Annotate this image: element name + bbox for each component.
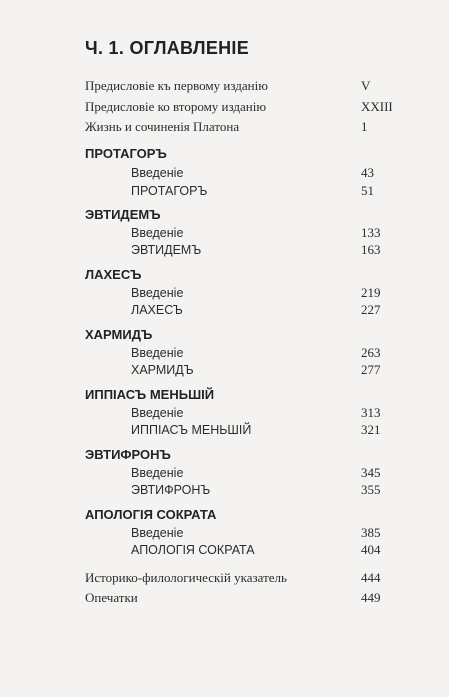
- toc-entry-label: ЭВТИДЕМЪ: [131, 243, 202, 257]
- toc-subentry: [0, 182, 449, 200]
- toc-subentry: [0, 361, 449, 379]
- toc-entry: [0, 98, 449, 116]
- toc-entry: [0, 77, 449, 95]
- page-title: Ч. 1. ОГЛАВЛЕНІЕ: [85, 38, 250, 58]
- toc-entry-label: Жизнь и сочиненія Платона: [85, 119, 240, 134]
- toc-entry-page: 345: [361, 465, 381, 480]
- section-heading: АПОЛОГІЯ СОКРАТА: [85, 507, 217, 522]
- toc-entry-label: Введеніе: [131, 286, 184, 300]
- toc-subentry: [0, 404, 449, 422]
- toc-entry-label: Введеніе: [131, 166, 184, 180]
- toc-subentry: [0, 421, 449, 439]
- toc-entry-label: Введеніе: [131, 346, 184, 360]
- toc-entry-label: Предисловіе ко второму изданію: [85, 99, 267, 114]
- toc-entry-label: ХАРМИДЪ: [131, 363, 194, 377]
- toc-entry-page: 133: [361, 225, 381, 240]
- toc-entry-label: ЛАХЕСЪ: [131, 303, 183, 317]
- toc-entry-page: XXIII: [361, 99, 393, 114]
- toc-entry-page: 355: [361, 482, 381, 497]
- toc-entry-page: 263: [361, 345, 381, 360]
- toc-entry-label: ИППІАСЪ МЕНЬШІЙ: [131, 423, 252, 437]
- toc-subentry: [0, 284, 449, 302]
- toc-entry-page: 163: [361, 242, 381, 257]
- toc-subentry: [0, 164, 449, 182]
- toc-entry-page: 313: [361, 405, 381, 420]
- toc-entry-label: Историко-филологическій указатель: [85, 570, 287, 585]
- section-heading: ЭВТИДЕМЪ: [85, 207, 161, 222]
- toc-entry-label: Предисловіе къ первому изданію: [85, 78, 268, 93]
- toc-entry: [0, 589, 449, 607]
- toc-entry: [0, 569, 449, 587]
- toc-entry-label: ПРОТАГОРЪ: [131, 184, 208, 198]
- toc-entry-page: V: [361, 78, 371, 93]
- section-heading: ЛАХЕСЪ: [85, 267, 142, 282]
- toc-entry-page: 51: [361, 183, 374, 198]
- toc-entry-page: 1: [361, 119, 368, 134]
- toc-entry-label: Введеніе: [131, 226, 184, 240]
- toc-entry-label: Введеніе: [131, 466, 184, 480]
- section-heading: ИППІАСЪ МЕНЬШІЙ: [85, 387, 215, 402]
- toc-entry-label: Введеніе: [131, 406, 184, 420]
- toc-entry-page: 385: [361, 525, 381, 540]
- section-heading: ПРОТАГОРЪ: [85, 146, 167, 161]
- toc-subentry: [0, 301, 449, 319]
- toc-entry-label: ЭВТИФРОНЪ: [131, 483, 211, 497]
- toc-subentry: [0, 524, 449, 542]
- toc-subentry: [0, 464, 449, 482]
- toc-subentry: [0, 224, 449, 242]
- toc-entry-label: Опечатки: [85, 590, 138, 605]
- toc-entry-page: 277: [361, 362, 381, 377]
- toc-entry-page: 449: [361, 590, 381, 605]
- section-heading: ХАРМИДЪ: [85, 327, 153, 342]
- toc-subentry: [0, 241, 449, 259]
- toc-entry-page: 321: [361, 422, 381, 437]
- toc-entry-label: Введеніе: [131, 526, 184, 540]
- toc-entry-page: 219: [361, 285, 381, 300]
- toc-entry: [0, 118, 449, 136]
- toc-entry-page: 227: [361, 302, 381, 317]
- toc-entry-page: 43: [361, 165, 374, 180]
- section-heading: ЭВТИФРОНЪ: [85, 447, 171, 462]
- toc-entry-label: АПОЛОГІЯ СОКРАТА: [131, 543, 255, 557]
- toc-entry-page: 404: [361, 542, 381, 557]
- toc-subentry: [0, 481, 449, 499]
- toc-entry-page: 444: [361, 570, 381, 585]
- toc-subentry: [0, 541, 449, 559]
- toc-subentry: [0, 344, 449, 362]
